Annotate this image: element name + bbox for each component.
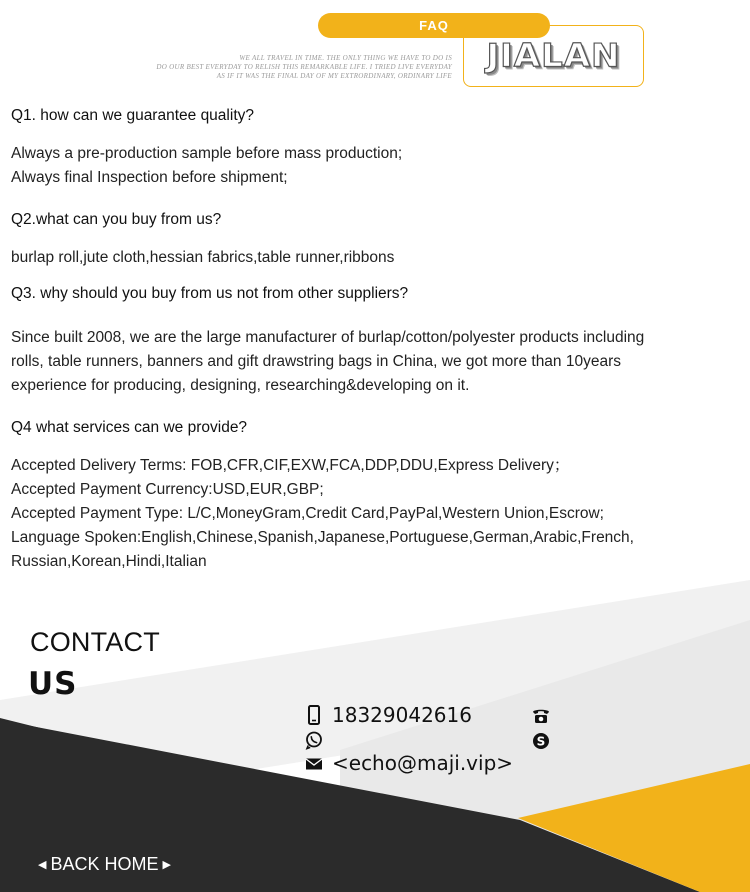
faq-answer-1-line: Always a pre-production sample before mass production; xyxy=(11,145,403,162)
back-home-button[interactable] xyxy=(38,852,171,876)
contact-phone[interactable]: 18329042616 xyxy=(332,703,472,727)
back-home-label: BACK HOME xyxy=(50,853,159,874)
faq-answer-4-line: Language Spoken:English,Chinese,Spanish,Japanese,Portuguese,German,Arabic,French, xyxy=(11,529,634,546)
tagline-line: AS IF IT WAS THE FINAL DAY OF MY EXTRORDINARY, ORDINARY LIFE xyxy=(216,72,452,80)
skype-icon[interactable] xyxy=(532,731,550,751)
faq-answer-3-line: experience for producing, designing, researching&developing on it. xyxy=(11,377,470,394)
brand-logo-box xyxy=(463,25,644,87)
faq-question-4: Q4 what services can we provide? xyxy=(11,419,248,436)
faq-question-3: Q3. why should you buy from us not from other suppliers? xyxy=(11,285,409,302)
mobile-phone-icon xyxy=(305,705,323,725)
tagline-line: DO OUR BEST EVERYDAY TO RELISH THIS REMARKABLE LIFE. I TRIED LIVE EVERYDAY xyxy=(156,63,452,71)
telephone-icon[interactable] xyxy=(532,706,550,726)
faq-label: FAQ xyxy=(419,18,449,33)
tagline-line: WE ALL TRAVEL IN TIME. THE ONLY THING WE HAVE TO DO IS xyxy=(239,54,452,62)
contact-email[interactable]: <echo@maji.vip> xyxy=(332,751,514,775)
tagline xyxy=(100,54,452,81)
caret-left-icon: ◀ xyxy=(38,858,47,871)
faq-question-2: Q2.what can you buy from us? xyxy=(11,211,222,228)
faq-answer-3-line: Since built 2008, we are the large manufacturer of burlap/cotton/polyester products including xyxy=(11,329,645,346)
svg-text:S: S xyxy=(536,734,546,749)
faq-question-1: Q1. how can we guarantee quality? xyxy=(11,107,254,124)
faq-answer-4-line: Accepted Payment Type: L/C,MoneyGram,Credit Card,PayPal,Western Union,Escrow; xyxy=(11,505,604,522)
faq-answer-4-line: Russian,Korean,Hindi,Italian xyxy=(11,553,207,570)
brand-logo: JIALAN xyxy=(486,37,621,75)
faq-answer-1-line: Always final Inspection before shipment; xyxy=(11,169,288,186)
contact-title: CONTACT xyxy=(30,627,160,657)
whatsapp-icon[interactable] xyxy=(305,730,323,750)
contact-subtitle: US xyxy=(28,666,78,702)
faq-answer-4-line: Accepted Payment Currency:USD,EUR,GBP; xyxy=(11,481,324,498)
faq-answer-4-line: Accepted Delivery Terms: FOB,CFR,CIF,EXW,FCA,DDP,DDU,Express Delivery； xyxy=(11,457,570,474)
faq-answer-3-line: rolls, table runners, banners and gift drawstring bags in China, we got more than 10years xyxy=(11,353,622,370)
mail-icon xyxy=(305,754,323,774)
caret-right-icon: ▶ xyxy=(162,858,171,871)
faq-answer-2-line: burlap roll,jute cloth,hessian fabrics,table runner,ribbons xyxy=(11,249,395,266)
